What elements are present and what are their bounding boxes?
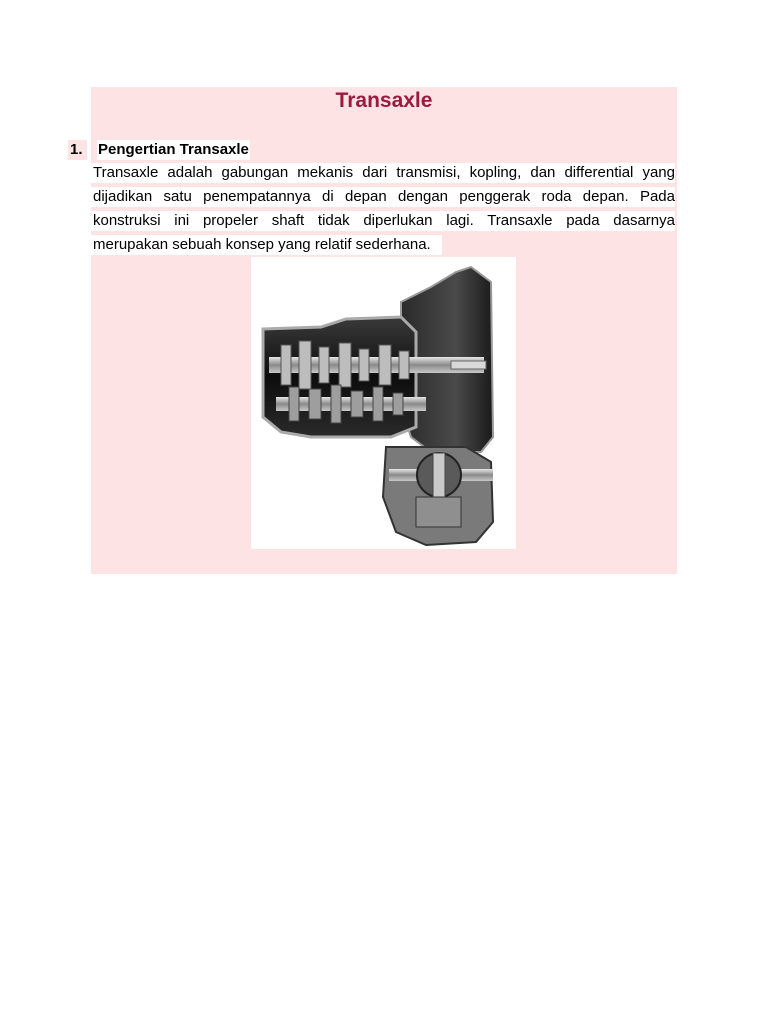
page-title: Transaxle <box>335 89 433 112</box>
paragraph-line: konstruksi ini propeler shaft tidak diperlukan lagi. Transaxle pada dasarnya <box>93 212 675 229</box>
paragraph-line: merupakan sebuah konsep yang relatif sederhana. <box>91 235 442 255</box>
section-number: 1. <box>68 140 87 160</box>
transaxle-cutaway-icon <box>251 257 516 549</box>
section-heading: Pengertian Transaxle <box>98 141 249 158</box>
paragraph-line: dijadikan satu penempatannya di depan dengan penggerak roda depan. Pada <box>93 188 675 205</box>
transaxle-image <box>251 257 516 549</box>
paragraph-line: Transaxle adalah gabungan mekanis dari transmisi, kopling, dan differential yang <box>93 164 675 181</box>
section-paragraph <box>91 163 675 259</box>
